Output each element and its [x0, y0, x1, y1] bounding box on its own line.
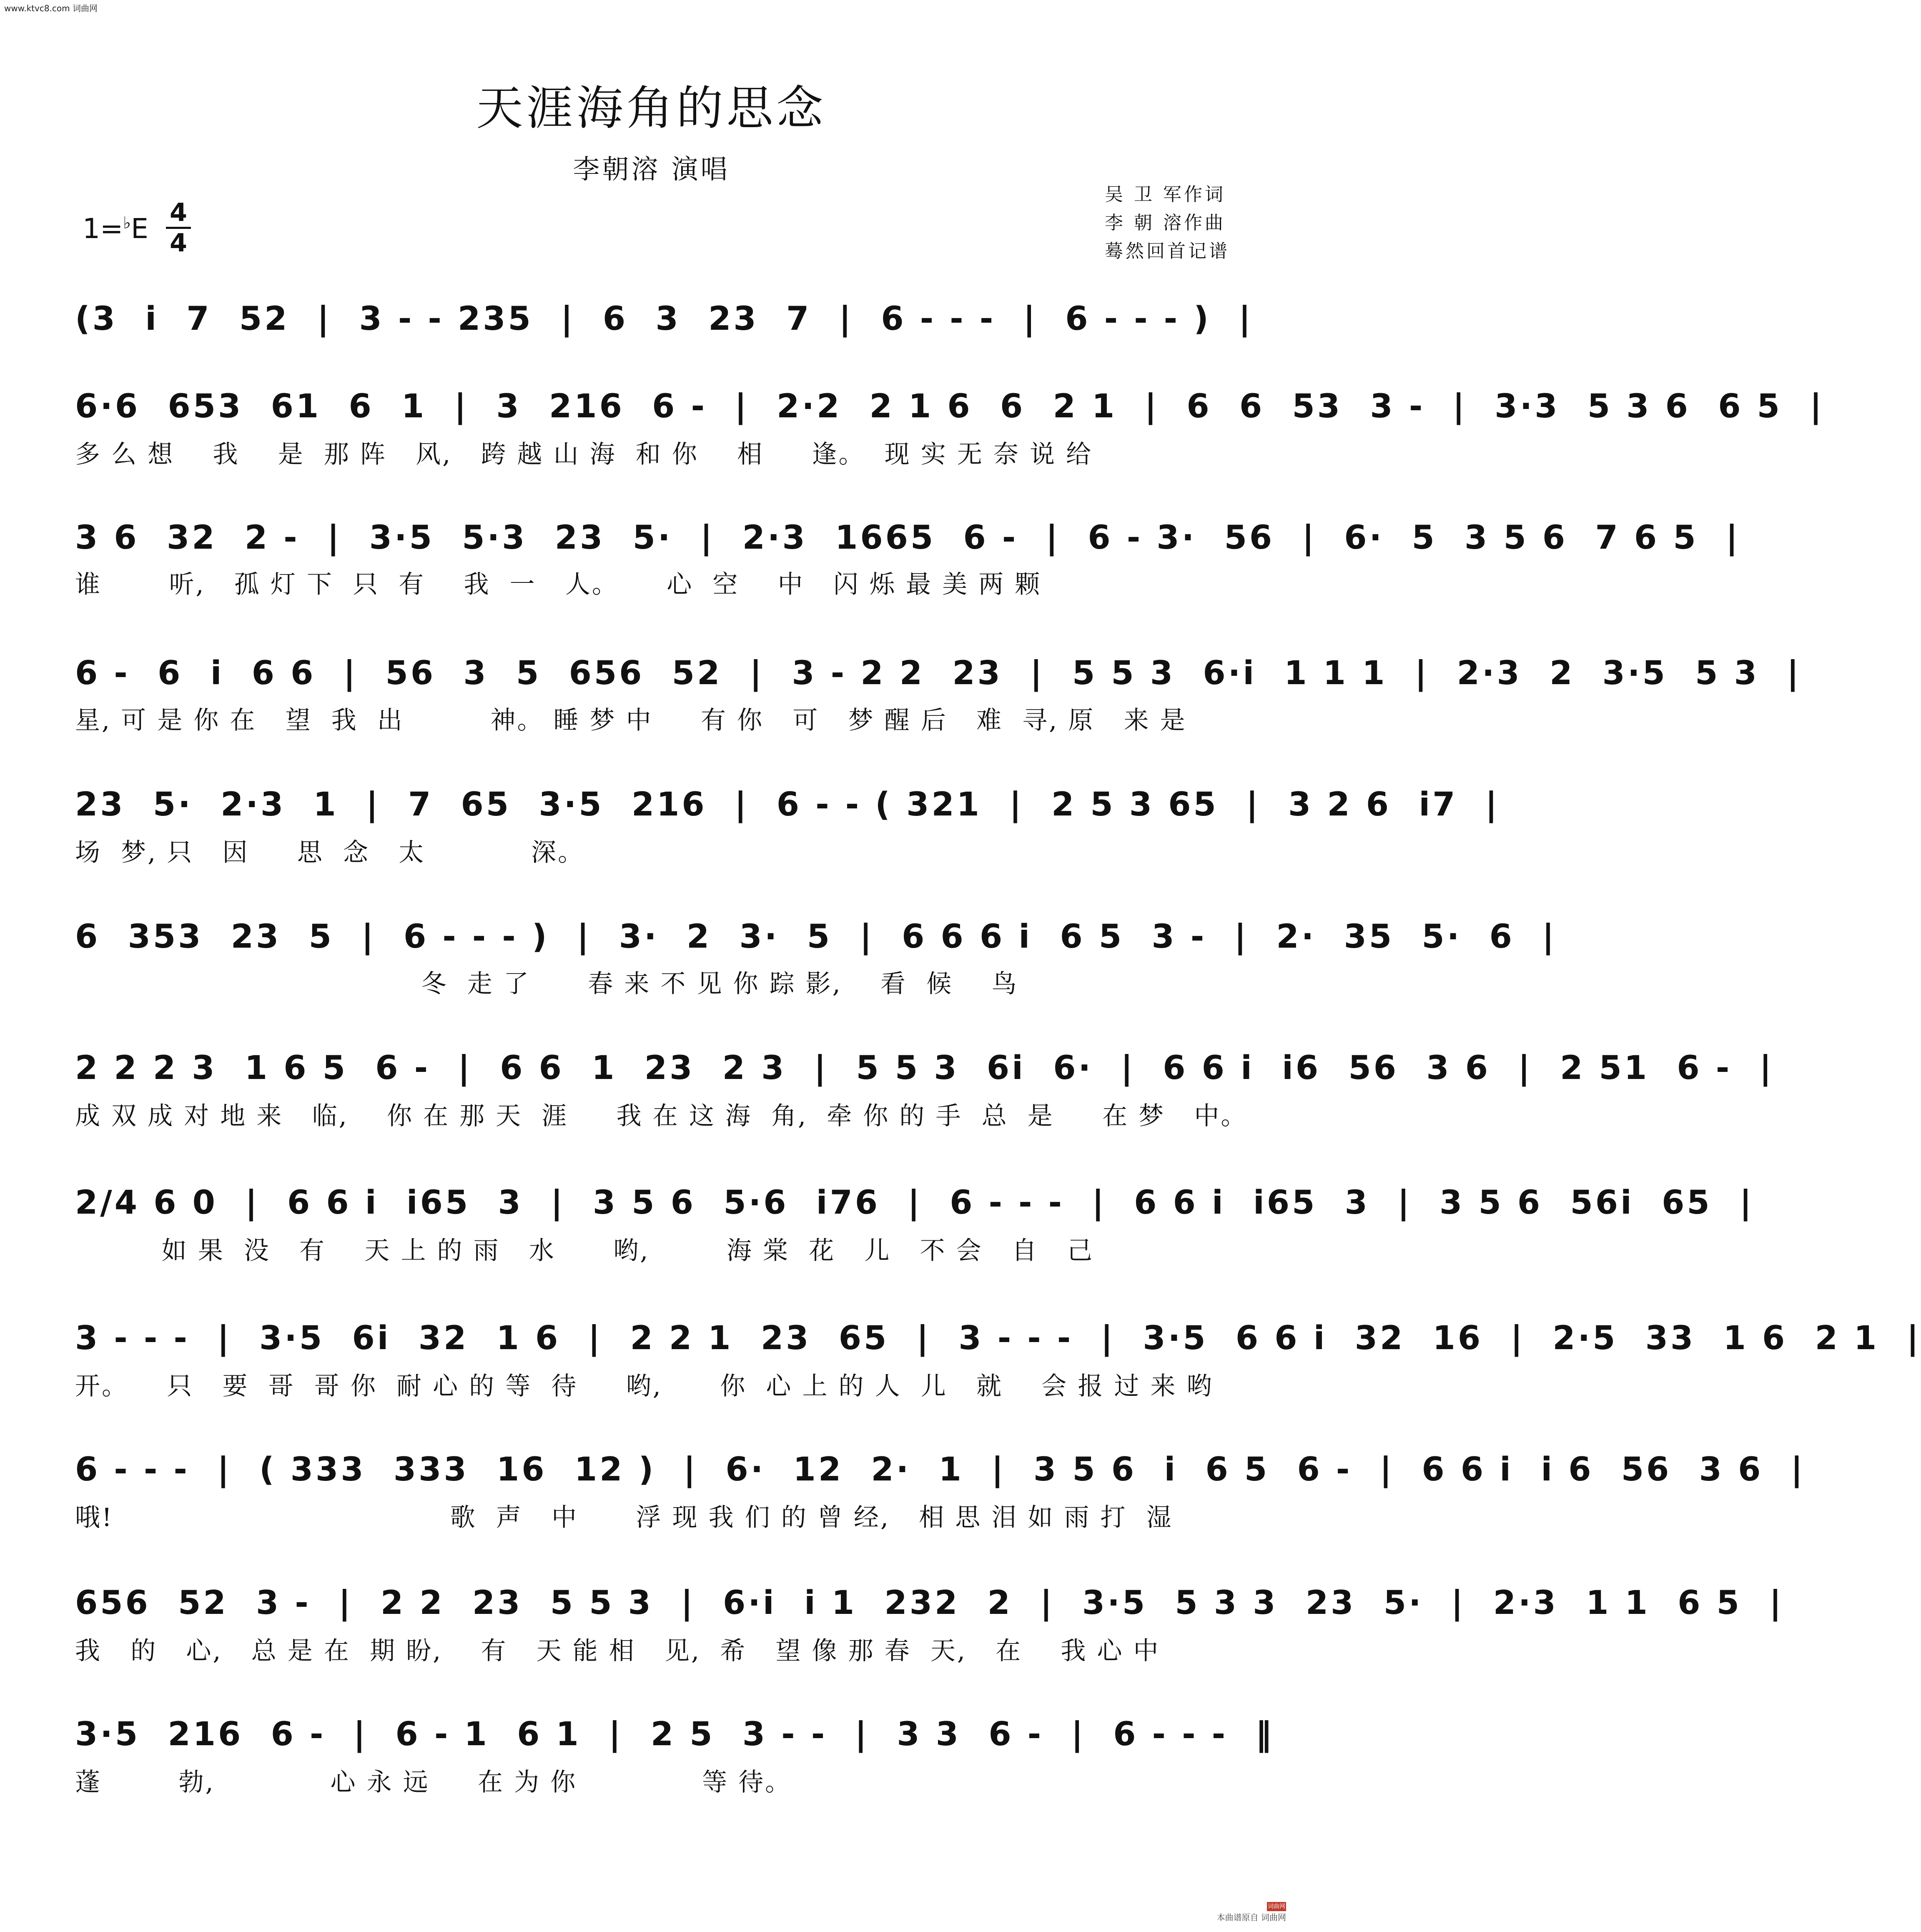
lyric-line: 冬 走 了 春 来 不 见 你 踪 影, 看 候 鸟: [75, 969, 1018, 999]
lyric-line: 成 双 成 对 地 来 临, 你 在 那 天 涯 我 在 这 海 角, 牵 你 的 手 总 是 在 梦 中。: [75, 1101, 1248, 1131]
lyricist-credit: 吴 卫 军作词: [1105, 184, 1226, 205]
time-sig-top: 4: [170, 198, 187, 227]
notation-line: 23 5· 2·3 1 | 7 65 3·5 216 | 6 - - ( 321 | 2 5 3 65 | 3 2 6 i7 |: [75, 786, 1500, 823]
notation-line: 3 6 32 2 - | 3·5 5·3 23 5· | 2·3 1665 6 - | 6 - 3· 56 | 6· 5 3 5 6 7 6 5 |: [75, 519, 1740, 557]
notation-line: 6 353 23 5 | 6 - - - ) | 3· 2 3· 5 | 6 6 6 i 6 5 3 - | 2· 35 5· 6 |: [75, 918, 1557, 956]
key-signature: [83, 213, 148, 245]
lyric-line: 蓬 勃, 心 永 远 在 为 你 等 待。: [75, 1768, 792, 1797]
lyric-line: 星, 可 是 你 在 望 我 出 神。 睡 梦 中 有 你 可 梦 醒 后 难 寻, 原 来 是: [75, 706, 1187, 735]
performer-line: 李朝溶 演唱: [573, 154, 730, 185]
lyric-line: 多 么 想 我 是 那 阵 风, 跨 越 山 海 和 你 相 逢。 现 实 无 奈 说 给: [75, 440, 1093, 469]
site-url: www.ktvc8.com 词曲网: [4, 3, 98, 13]
site-logo-icon: 词曲网: [1267, 1902, 1286, 1911]
transcriber-credit: 蓦然回首记谱: [1105, 241, 1230, 262]
notation-line: 2/4 6 0 | 6 6 i i65 3 | 3 5 6 5·6 i76 | 6 - - - | 6 6 i i65 3 | 3 5 6 56i 65 |: [75, 1184, 1754, 1222]
time-signature: [166, 199, 191, 256]
footer-credit: 本曲谱原自 词曲网: [1216, 1912, 1286, 1922]
notation-line: 3 - - - | 3·5 6i 32 1 6 | 2 2 1 23 65 | 3 - - - | 3·5 6 6 i 32 16 | 2·5 33 1 6 2 1 |: [75, 1320, 1921, 1357]
notation-line: 6 - - - | ( 333 333 16 12 ) | 6· 12 2· 1 | 3 5 6 i 6 5 6 - | 6 6 i i 6 56 3 6 |: [75, 1451, 1806, 1488]
lyric-line: 开。 只 要 哥 哥 你 耐 心 的 等 待 哟, 你 心 上 的 人 儿 就 会 报 过 来 哟: [75, 1372, 1214, 1401]
notation-line: 656 52 3 - | 2 2 23 5 5 3 | 6·i i 1 232 2 | 3·5 5 3 3 23 5· | 2·3 1 1 6 5 |: [75, 1584, 1784, 1622]
lyric-line: 场 梦, 只 因 思 念 太 深。: [75, 838, 585, 867]
lyric-line: 我 的 心, 总 是 在 期 盼, 有 天 能 相 见, 希 望 像 那 春 天, 在 我 心 中: [75, 1636, 1160, 1666]
key-note: E: [131, 213, 148, 245]
notation-line: (3 i 7 52 | 3 - - 235 | 6 3 23 7 | 6 - - - | 6 - - - ) |: [75, 300, 1253, 338]
flat-sign: ♭: [123, 213, 131, 233]
notation-line: 3·5 216 6 - | 6 - 1 6 1 | 2 5 3 - - | 3 3 6 - | 6 - - - ‖: [75, 1716, 1274, 1753]
song-title: 天涯海角的思念: [476, 81, 827, 135]
lyric-line: 哦! 歌 声 中 浮 现 我 们 的 曾 经, 相 思 泪 如 雨 打 湿: [75, 1503, 1173, 1532]
lyric-line: 如 果 没 有 天 上 的 雨 水 哟, 海 棠 花 儿 不 会 自 己: [75, 1236, 1094, 1265]
notation-line: 2 2 2 3 1 6 5 6 - | 6 6 1 23 2 3 | 5 5 3 6i 6· | 6 6 i i6 56 3 6 | 2 51 6 - |: [75, 1049, 1774, 1087]
key-prefix: 1=: [83, 213, 123, 245]
notation-line: 6·6 653 61 6 1 | 3 216 6 - | 2·2 2 1 6 6 2 1 | 6 6 53 3 - | 3·3 5 3 6 6 5 |: [75, 388, 1824, 425]
lyric-line: 谁 听, 孤 灯 下 只 有 我 一 人。 心 空 中 闪 烁 最 美 两 颗: [75, 570, 1042, 599]
composer-credit: 李 朝 溶作曲: [1105, 212, 1226, 233]
time-sig-bottom: 4: [170, 228, 187, 258]
notation-line: 6 - 6 i 6 6 | 56 3 5 656 52 | 3 - 2 2 23 | 5 5 3 6·i 1 1 1 | 2·3 2 3·5 5 3 |: [75, 655, 1801, 692]
